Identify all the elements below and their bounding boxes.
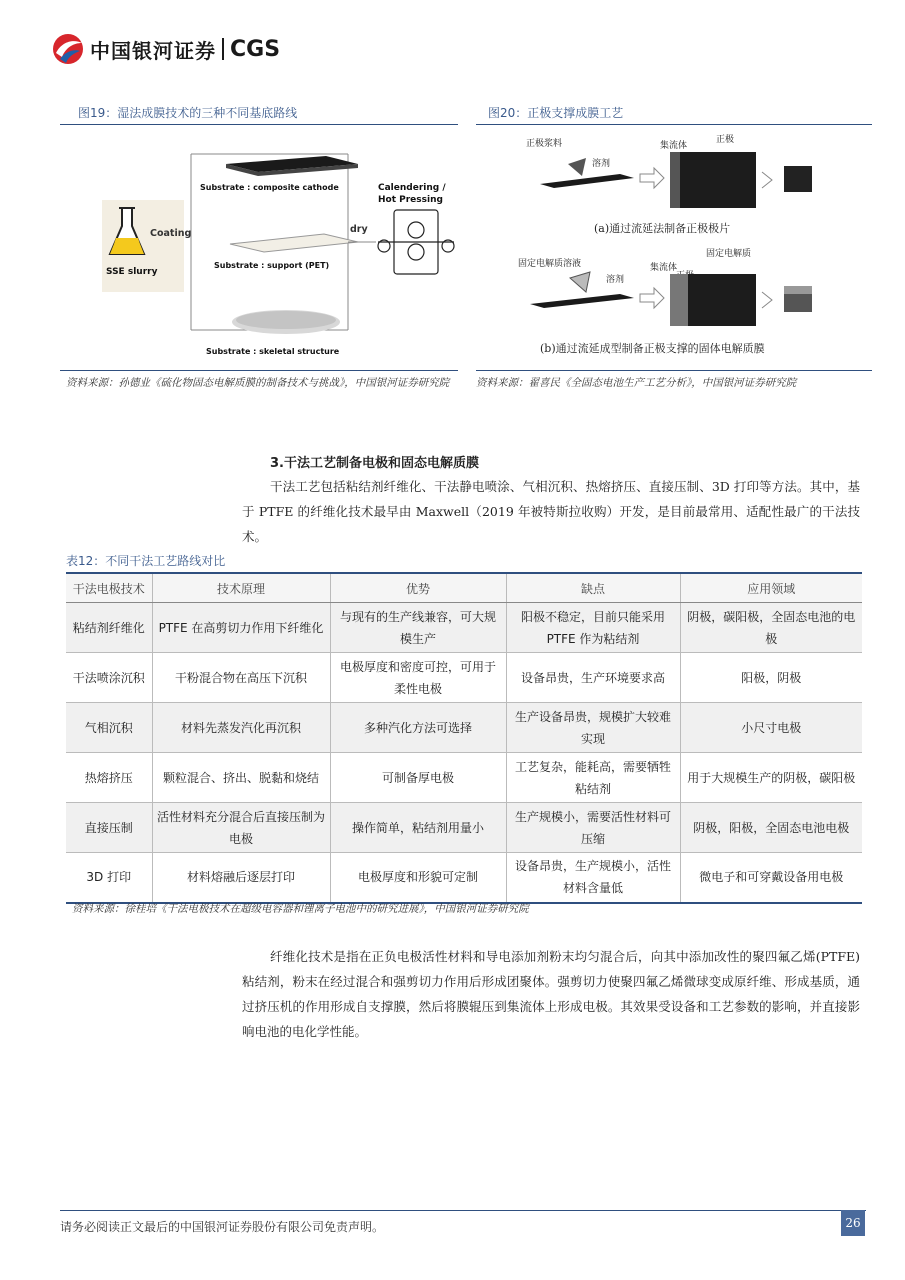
table-header-row xyxy=(66,573,862,603)
footer-rule xyxy=(60,1210,866,1211)
table-cell: 微电子和可穿戴设备用电极 xyxy=(680,853,862,903)
skeletal-label: Substrate : skeletal structure xyxy=(206,347,340,356)
solvent-label-a: 溶剂 xyxy=(592,159,611,169)
doctor-blade-b xyxy=(570,272,590,292)
table12-source: 资料来源：徐桂培《干法电极技术在超级电容器和锂离子电池中的研究进展》，中国银河证券研究院 xyxy=(72,903,529,915)
figure19-diagram xyxy=(96,142,466,368)
table-cell: PTFE 在高剪切力作用下纤维化 xyxy=(152,603,330,653)
collector-label-a: 集流体 xyxy=(660,141,688,151)
brand-name-en: CGS xyxy=(230,36,281,62)
doctor-blade-a xyxy=(568,158,586,176)
table-cell: 与现有的生产线兼容，可大规模生产 xyxy=(330,603,506,653)
table-cell: 粘结剂纤维化 xyxy=(66,603,152,653)
table-cell: 热熔挤压 xyxy=(66,753,152,803)
table12-caption: 表12：不同干法工艺路线对比 xyxy=(66,554,226,568)
logo-icon xyxy=(52,33,84,65)
dry-label: dry xyxy=(350,224,368,235)
coating-label: Coating xyxy=(150,228,192,239)
table-cell: 生产设备昂贵，规模扩大较难实现 xyxy=(506,703,680,753)
figure20-top-rule xyxy=(476,124,872,125)
table-cell: 小尺寸电极 xyxy=(680,703,862,753)
solvent-label-b: 溶剂 xyxy=(606,275,625,285)
table-cell: 材料先蒸发汽化再沉积 xyxy=(152,703,330,753)
fibrillation-paragraph: 纤维化技术是指在正负电极活性材料和导电添加剂粉末均匀混合后，向其中添加改性的聚四氟乙烯(PTFE)粘结剂，粉末在经过混合和强剪切力作用后形成团聚体。强剪切力使聚四氟乙烯微球变成原纤维、形成基质，通过挤压机的作用形成自支撑膜，然后将膜辊压到集流体上形成电极。其效果受设备和工艺参数的影响，并直接影响电池的电化学性能。 xyxy=(242,949,860,1039)
composite-label: Substrate : composite cathode xyxy=(200,183,339,192)
table-row xyxy=(66,853,862,903)
table-cell: 操作简单，粘结剂用量小 xyxy=(330,803,506,853)
electrolyte-label-b: 固定电解质 xyxy=(706,249,752,259)
table-row xyxy=(66,803,862,853)
figure20-diagram xyxy=(510,128,850,364)
electrolyte-solution-label: 固定电解质溶液 xyxy=(518,259,582,269)
foil-b xyxy=(530,294,634,308)
table-cell: 阴极，碳阳极，全固态电池的电极 xyxy=(680,603,862,653)
figure19-top-rule xyxy=(60,124,458,125)
figure19-source: 资料来源：孙德业《硫化物固态电解质膜的制备技术与挑战》，中国银河证券研究院 xyxy=(66,377,450,389)
table-cell: 设备昂贵，生产规模小，活性材料含量低 xyxy=(506,853,680,903)
figure20-bottom-rule xyxy=(476,370,872,371)
table-cell: 可制备厚电极 xyxy=(330,753,506,803)
table-cell: 气相沉积 xyxy=(66,703,152,753)
table-cell: 用于大规模生产的阴极，碳阳极 xyxy=(680,753,862,803)
arrow-b1 xyxy=(640,288,664,308)
pet-substrate-shape xyxy=(230,234,358,252)
arrow-a1 xyxy=(640,168,664,188)
table-cell: 电极厚度和密度可控，可用于柔性电极 xyxy=(330,653,506,703)
foil-a xyxy=(540,174,634,188)
cathode-sheet-a xyxy=(670,152,756,208)
table-cell: 材料熔融后逐层打印 xyxy=(152,853,330,903)
calender-machine-icon xyxy=(378,210,454,274)
calendering-label: Calendering / xyxy=(378,183,446,193)
caption-a: (a)通过流延法制备正极极片 xyxy=(594,222,731,235)
table-cell: 活性材料充分混合后直接压制为电极 xyxy=(152,803,330,853)
table-cell: 阴极，阳极，全固态电池电极 xyxy=(680,803,862,853)
footer-disclaimer: 请务必阅读正文最后的中国银河证券股份有限公司免责声明。 xyxy=(60,1220,385,1234)
brand-name-cn: 中国银河证券 xyxy=(90,38,216,63)
section-paragraph: 干法工艺包括粘结剂纤维化、干法静电喷涂、气相沉积、热熔挤压、直接压制、3D 打印等方法。其中，基于 PTFE 的纤维化技术最早由 Maxwell（2019 年被特斯拉收购）开发，是目前最常用、适配性最广的干法技术。 xyxy=(242,479,860,544)
arrow-a2 xyxy=(762,172,772,188)
table-cell: 颗粒混合、挤出、脱黏和烧结 xyxy=(152,753,330,803)
brand-logo xyxy=(52,32,280,66)
collector-label-b: 集流体 xyxy=(650,263,678,273)
table-cell: 电极厚度和形貌可定制 xyxy=(330,853,506,903)
caption-b: (b)通过流延成型制备正极支撑的固体电解质膜 xyxy=(540,342,765,355)
table-header-cell: 技术原理 xyxy=(152,573,330,603)
table-row xyxy=(66,653,862,703)
figure20-source: 资料来源：翟喜民《全固态电池生产工艺分析》，中国银河证券研究院 xyxy=(476,377,797,389)
comparison-table xyxy=(66,572,862,904)
figure19-caption: 图19：湿法成膜技术的三种不同基底路线 xyxy=(78,106,298,120)
table-row xyxy=(66,603,862,653)
arrow-b2 xyxy=(762,292,772,308)
table-cell: 工艺复杂，能耗高，需要牺牲粘结剂 xyxy=(506,753,680,803)
table-cell: 阳极不稳定，目前只能采用 PTFE 作为粘结剂 xyxy=(506,603,680,653)
table-cell: 干法喷涂沉积 xyxy=(66,653,152,703)
table-cell: 设备昂贵，生产环境要求高 xyxy=(506,653,680,703)
hotpressing-label: Hot Pressing xyxy=(378,195,443,205)
table-cell: 干粉混合物在高压下沉积 xyxy=(152,653,330,703)
figure19-bottom-rule xyxy=(60,370,458,371)
table-cell: 3D 打印 xyxy=(66,853,152,903)
table-header-cell: 缺点 xyxy=(506,573,680,603)
table-header-cell: 应用领域 xyxy=(680,573,862,603)
slurry-label: SSE slurry xyxy=(106,267,158,277)
figure20-caption: 图20：正极支撑成膜工艺 xyxy=(488,106,624,120)
slurry-label-a: 正极浆料 xyxy=(526,139,563,149)
table-row xyxy=(66,753,862,803)
pet-label: Substrate : support (PET) xyxy=(214,261,330,270)
table-row xyxy=(66,703,862,753)
section-heading: 3.干法工艺制备电极和固态电解质膜 xyxy=(270,456,479,471)
page-number: 26 xyxy=(841,1210,865,1236)
table-cell: 阳极，阴极 xyxy=(680,653,862,703)
brand-divider xyxy=(222,38,224,60)
table-cell: 直接压制 xyxy=(66,803,152,853)
table-cell: 生产规模小，需要活性材料可压缩 xyxy=(506,803,680,853)
table-header-cell: 干法电极技术 xyxy=(66,573,152,603)
cathode-cube-a xyxy=(784,166,812,192)
cathode-label-a: 正极 xyxy=(716,135,735,145)
table-cell: 多种汽化方法可选择 xyxy=(330,703,506,753)
table-header-cell: 优势 xyxy=(330,573,506,603)
